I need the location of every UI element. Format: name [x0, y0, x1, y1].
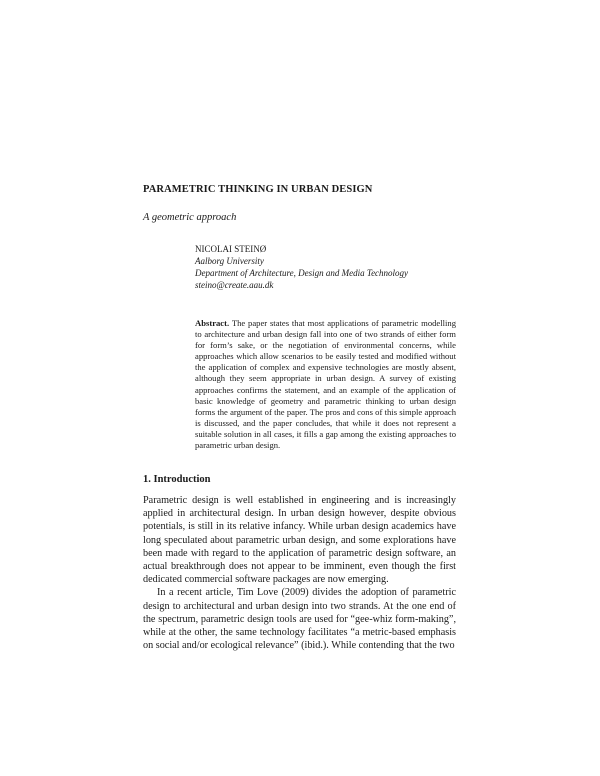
- paper-title: PARAMETRIC THINKING IN URBAN DESIGN: [143, 184, 373, 195]
- body-text: [143, 494, 456, 652]
- author-email: steino@create.aau.dk: [195, 280, 274, 290]
- author-block: [195, 243, 408, 291]
- author-affiliation: Aalborg University: [195, 256, 264, 266]
- body-paragraph: In a recent article, Tim Love (2009) divides the adoption of parametric design to architectural and urban design into two strands. At the one end of the spectrum, parametric design tools are used for “gee-whiz form-making”, while at the other, the same technology facilitates “a metric-based emphasis on social and/or ecological relevance” (ibid.). While contending that the two: [143, 587, 456, 652]
- author-name: NICOLAI STEINØ: [195, 244, 267, 254]
- author-department: Department of Architecture, Design and Media Technology: [195, 268, 409, 278]
- body-paragraph: Parametric design is well established in engineering and is increasingly applied in architectural design. In urban design however, despite obvious potentials, is still in its relative infancy. While urban design academics have long speculated about parametric urban design, and some explorations have been made with regard to the application of parametric design software, an actual breakthrough does not appear to be imminent, even though the first dedicated commercial software packages are now emerging.: [143, 495, 456, 586]
- abstract-label: Abstract.: [195, 318, 230, 328]
- section-heading: 1. Introduction: [143, 474, 211, 485]
- abstract: [195, 318, 456, 451]
- abstract-text: The paper states that most applications of parametric modelling to architecture and urban design fall into one of two strands of either form for form’s sake, or the negotiation of environmental concerns, while approaches which allow scenarios to be easily tested and modified without the application of complex and expensive technologies are mostly absent, although they seem appropriate in urban design. A survey of existing approaches confirms the statement, and an example of the application of basic knowledge of geometry and parametric thinking to urban design forms the argument of the paper. The pros and cons of this simple approach is discussed, and the paper concludes, that while it does not represent a suitable solution in all cases, it fills a gap among the existing approaches to parametric urban design.: [195, 318, 456, 451]
- paper-subtitle: A geometric approach: [143, 212, 237, 223]
